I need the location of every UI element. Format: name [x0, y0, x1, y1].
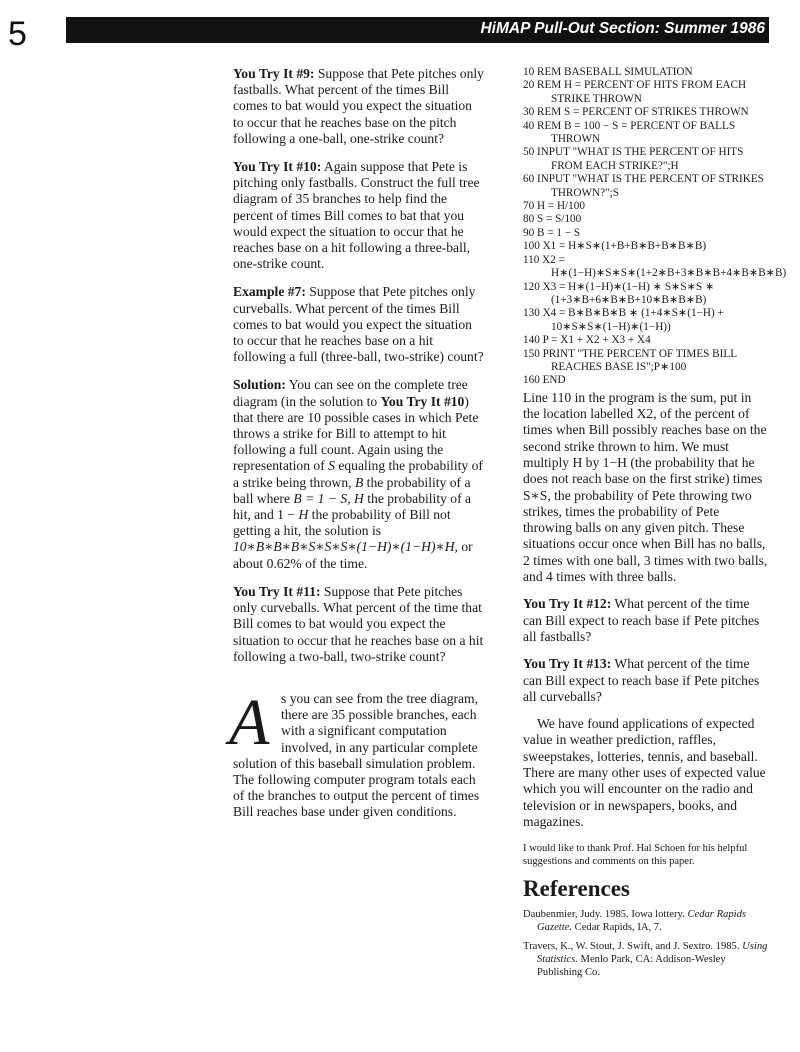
reference-item	[523, 908, 769, 934]
drop-cap-letter: A	[229, 685, 270, 759]
right-column	[523, 66, 787, 985]
variable-b: B	[354, 474, 364, 490]
program-line: 50 INPUT "WHAT IS THE PERCENT OF HITS FROM EACH STRIKE?";H	[523, 146, 744, 172]
reference-source: Cedar Rapids Gazette.	[537, 909, 746, 934]
page-number: 5	[8, 15, 27, 53]
you-try-it-12	[523, 596, 769, 645]
paragraph-label: You Try It #13:	[523, 656, 612, 672]
program-line: 20 REM H = PERCENT OF HITS FROM EACH STRIKE THROWN	[523, 79, 747, 105]
program-line: 140 P = X1 + X2 + X3 + X4	[523, 334, 651, 347]
program-line: 90 B = 1 − S	[523, 226, 581, 239]
paragraph-text: Suppose that Pete pitches only curveballs. What percent of the time that Bill comes to bat would you expect the situation to occur that he reaches base on a hit following a two-ball, two-strike count?	[233, 583, 484, 664]
you-try-it-9	[233, 66, 485, 147]
program-line: 130 X4 = B∗B∗B∗B ∗ (1+4∗S∗(1−H) + 10∗S∗S∗(1−H)∗(1−H))	[523, 307, 724, 333]
paragraph-label: You Try It #11:	[233, 583, 321, 599]
program-line: 160 END	[523, 374, 566, 387]
paragraph-text: What percent of the time can Bill expect to reach base if Pete pitches all fastballs?	[523, 596, 760, 644]
text-run: equaling the probability of a strike being thrown,	[233, 458, 483, 490]
text-run: ) that there are 10 possible cases in which Pete throws a strike for Bill to attempt to hit following a full count. Again using the representation of	[233, 393, 479, 474]
paragraph-label: You Try It #9:	[233, 66, 315, 81]
solution-formula: 10∗B∗B∗B∗S∗S∗S∗(1−H)∗(1−H)∗H,	[233, 539, 458, 555]
text-run: the probability of a ball where	[233, 474, 471, 506]
reference-text: Cedar Rapids, IA, 7.	[572, 922, 662, 934]
program-line: 120 X3 = H∗(1−H)∗(1−H) ∗ S∗S∗S ∗ (1+3∗B+6∗B∗B+10∗B∗B∗B)	[523, 280, 715, 306]
section-title: HiMAP Pull-Out Section: Summer 1986	[480, 20, 765, 37]
right-text	[523, 390, 769, 830]
paragraph-text: s you can see from the tree diagram, there are 35 possible branches, each with a significant computation involved, in any particular complete solution of this baseball simulation problem. The following computer program totals each of the branches to output the percent of times Bill reaches base under given conditions.	[233, 690, 480, 820]
drop-cap-paragraph	[229, 685, 485, 821]
conclusion-paragraph: We have found applications of expected value in weather prediction, raffles, sweepstakes, lotteries, tennis, and baseball. There are many other uses of expected value which you will encounter on the radio and television or in newspapers, books, and magazines.	[523, 716, 766, 829]
paragraph-text: What percent of the time can Bill expect to reach base if Pete pitches all curveballs?	[523, 656, 760, 704]
equation: B = 1 − S, H	[293, 490, 364, 506]
basic-program-listing	[523, 66, 787, 388]
solution	[233, 377, 485, 571]
you-try-it-11	[233, 584, 485, 665]
paragraph-label: You Try It #10:	[233, 159, 322, 175]
program-line: 10 REM BASEBALL SIMULATION	[523, 66, 693, 78]
reference-item	[523, 940, 769, 979]
header-bar	[66, 17, 769, 43]
program-line: 30 REM S = PERCENT OF STRIKES THROWN	[523, 106, 749, 119]
program-explanation: Line 110 in the program is the sum, put in the location labelled X2, of the percent of times when Bill possibly reaches base on the second strike thrown to him. We must multiply H by 1−H (the probability that he does not reach base on the first strike) times S∗S, the probability of Pete throwing two strikes, times the probability of Pete throwing balls on any given pitch. These situations occur once when Bill has no balls, 2 times with one ball, 3 times with two balls, and 4 times with three balls.	[523, 389, 768, 585]
example-7	[233, 284, 485, 365]
paragraph-label: Solution:	[233, 377, 286, 393]
you-try-it-10	[233, 159, 485, 272]
paragraph-text: Suppose that Pete pitches only fastballs. What percent of the times Bill comes to bat would you expect the situation to occur that he reaches base on the pitch following a one-ball, one-strike count?	[233, 66, 484, 146]
you-try-it-13	[523, 656, 769, 705]
program-line: 70 H = H/100	[523, 200, 585, 213]
text-run: the probability of a hit, and 1 −	[233, 490, 472, 523]
reference-text: Daubenmier, Judy. 1985. Iowa lottery.	[523, 909, 688, 921]
paragraph-label: You Try It #12:	[523, 596, 612, 612]
reference-text: Menlo Park, CA: Addison-Wesley Publishing Co.	[537, 954, 726, 979]
acknowledgement: I would like to thank Prof. Hal Schoen for his helpful suggestions and comments on this paper.	[523, 843, 748, 868]
program-line: 110 X2 = H∗(1−H)∗S∗S∗(1+2∗B+3∗B∗B+4∗B∗B∗B)	[523, 253, 787, 280]
paragraph-text: Again suppose that Pete is pitching only fastballs. Construct the full tree diagram of 35 branches to help find the percent of times Bill comes to bat that you would expect the situation to occur that he reaches base on a hit following a three-ball, one-strike count.	[233, 159, 480, 272]
program-line: 40 REM B = 100 − S = PERCENT OF BALLS THROWN	[523, 119, 736, 146]
references-heading: References	[523, 876, 630, 902]
program-line: 80 S = S/100	[523, 213, 582, 226]
reference-text: Travers, K., W. Stout, J. Swift, and J. Sextro. 1985.	[523, 941, 743, 953]
text-run: You can see on the complete tree diagram (in the solution to	[233, 377, 468, 409]
left-column	[229, 66, 485, 821]
program-line: 60 INPUT "WHAT IS THE PERCENT OF STRIKES THROWN?";S	[523, 173, 764, 199]
paragraph-label: Example #7:	[233, 284, 306, 300]
program-line: 150 PRINT "THE PERCENT OF TIMES BILL REACHES BASE IS";P∗100	[523, 347, 737, 373]
reference-source: Using Statistics.	[537, 941, 768, 966]
text-run: the probability of Bill not getting a hit, the solution is	[233, 507, 451, 539]
paragraph-text: Suppose that Pete pitches only curveballs. What percent of the times Bill comes to bat would you expect the situation to occur that he reaches base on a hit following a full (three-ball, two-strike) count?	[233, 284, 484, 365]
cross-reference: You Try It #10	[380, 393, 465, 409]
variable-s: S	[328, 458, 335, 474]
variable-h: H	[298, 507, 309, 523]
program-line: 100 X1 = H∗S∗(1+B+B∗B+B∗B∗B)	[523, 240, 707, 253]
text-run: or about 0.62% of the time.	[233, 539, 473, 571]
